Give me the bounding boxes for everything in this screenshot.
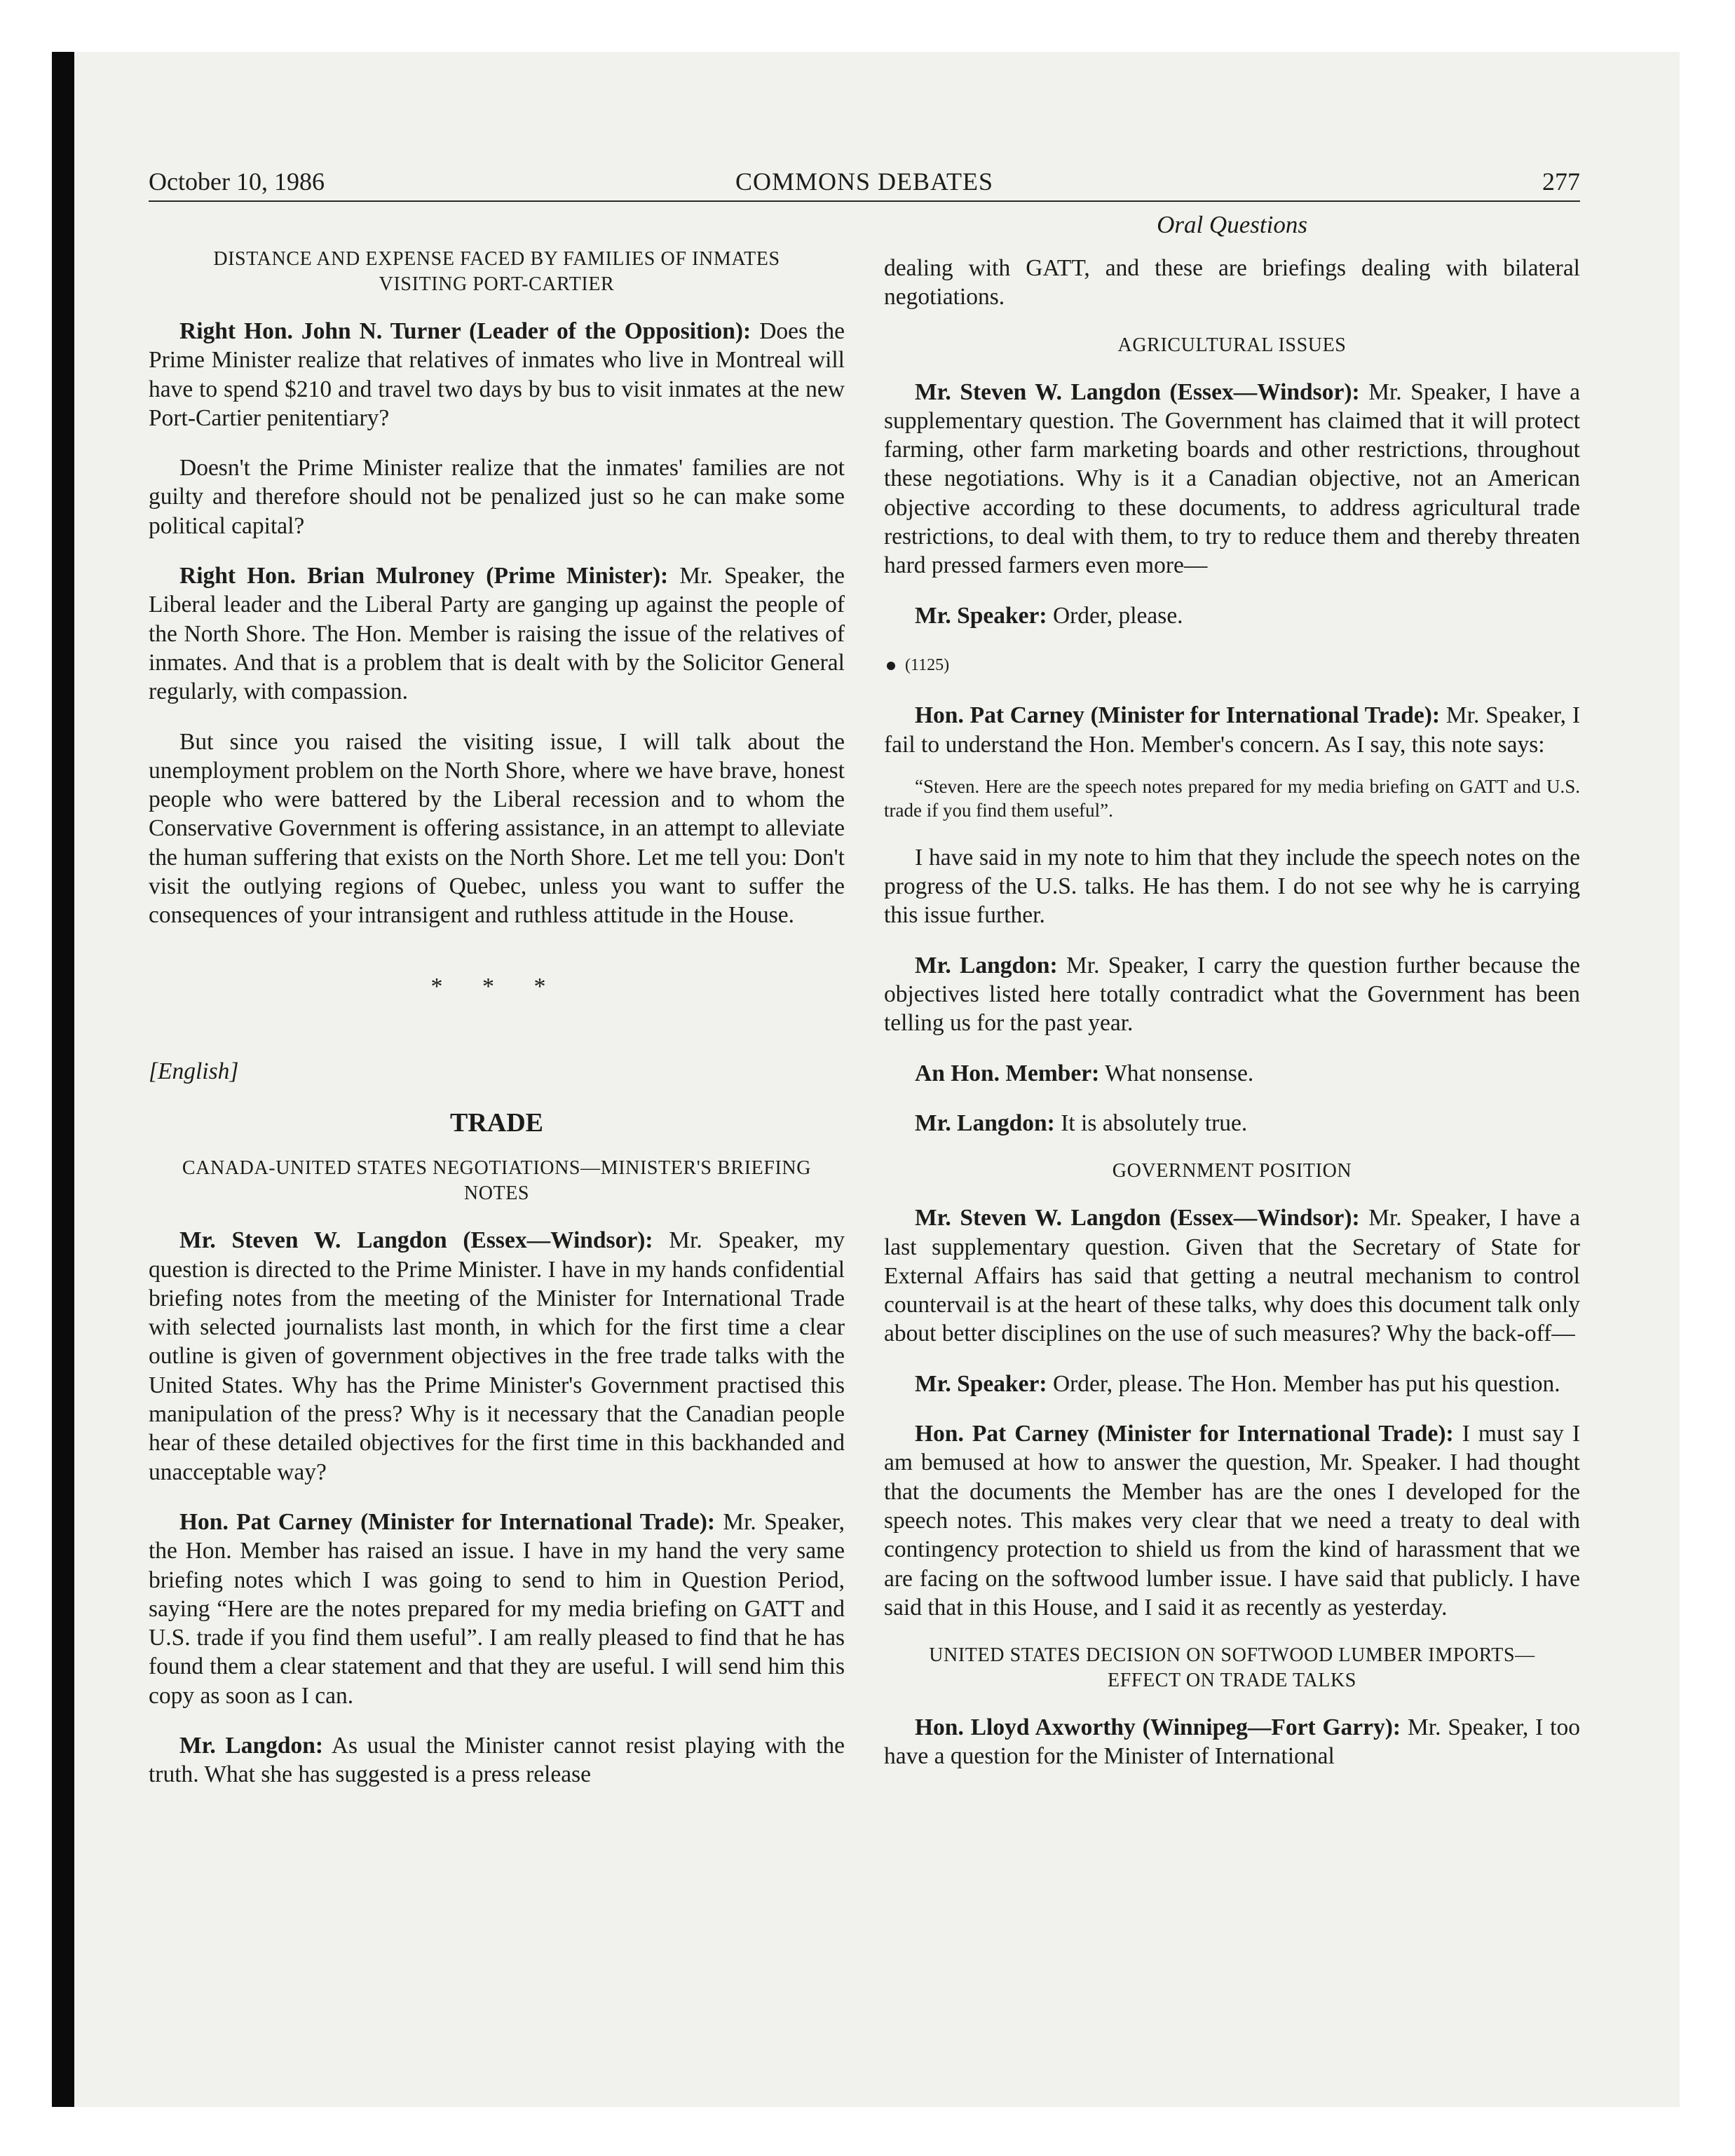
quoted-note: “Steven. Here are the speech notes prepared for my media briefing on GATT and U.S. trade if you find them useful”. [884,775,1580,821]
speech-text: Order, please. [1052,602,1183,629]
speaker-name: Mr. Speaker: [915,602,1047,629]
header-date: October 10, 1986 [149,168,325,196]
speech-text: dealing with GATT, and these are briefings dealing with bilateral negotiations. [884,255,1580,311]
speaker-name: Mr. Langdon: [915,952,1058,978]
speaker-name: Mr. Speaker: [915,1370,1047,1397]
speaker-name: Mr. Steven W. Langdon (Essex—Windsor): [179,1227,653,1254]
header-publication: COMMONS DEBATES [735,168,994,196]
speech-text: I must say I am bemused at how to answer the question, Mr. Speaker. I had thought that the documents the Member has are the ones I developed for the speech notes. This makes very clear that we need a treaty to deal with contingency protection to shield us from the kind of harassment that we are facing on the softwood lumber issue. I have said that publicly. I have said that in this House, and I said it as recently as yesterday. [884,1421,1580,1621]
paragraph [149,728,845,930]
speech-text: Mr. Speaker, I have a last supplementary question. Given that the Secretary of State for External Affairs has said that getting a neutral mechanism to control countervail is at the heart of these talks, why does this document talk only about better disciplines on the use of such measures? Why the back-off— [884,1205,1581,1347]
section-heading: AGRICULTURAL ISSUES [1117,334,1347,356]
speaker-name: Mr. Steven W. Langdon (Essex—Windsor): [915,1205,1360,1231]
speaker-name: Hon. Pat Carney (Minister for International Trade): [179,1508,716,1535]
header-rule [149,200,1580,202]
paragraph [884,601,1580,630]
speech-text: It is absolutely true. [1061,1110,1248,1136]
speaker-name: Mr. Steven W. Langdon (Essex—Windsor): [915,378,1360,405]
bullet-icon [887,662,895,670]
speech-text: Mr. Speaker, the Hon. Member has raised an issue. I have in my hand the very same briefing notes which I was going to send to him in Question Period, saying “Here are the notes prepared for my media briefing on GATT and U.S. trade if you find them useful”. I am really pleased to find that he has found them a clear statement and that they are useful. I will send him this copy as soon as I can. [149,1508,845,1709]
left-column [149,210,845,1810]
paragraph [884,378,1580,580]
speech-text: Mr. Speaker, my question is directed to the Prime Minister. I have in my hands confidential briefing notes from the meeting of the Minister for International Trade with selected journalists last month, in which for the first time a clear outline is given of government objectives in the free trade talks with the United States. Why has the Prime Minister's Government practised this manipulation of the press? Why is it necessary that the Canadian people hear of these detailed objectives for the first time in this backhanded and unacceptable way? [149,1227,845,1485]
speech-text: Mr. Speaker, I carry the question further because the objectives listed here totally contradict what the Government has been telling us for the past year. [884,952,1581,1037]
timestamp [884,651,1580,680]
paragraph [884,1203,1580,1348]
section-heading: UNITED STATES DECISION ON SOFTWOOD LUMBER IMPORTS—EFFECT ON TRADE TALKS [929,1644,1535,1692]
paragraph [149,1508,845,1710]
speech-text: As usual the Minister cannot resist playing with the truth. What she has suggested is a press release [149,1732,845,1788]
page-number: 277 [1542,168,1580,196]
paragraph [884,843,1580,930]
paragraph [149,317,845,432]
speech-text: Mr. Speaker, I fail to understand the Hon. Member's concern. As I say, this note says: [884,702,1580,758]
speech-text: Mr. Speaker, I have a supplementary question. The Government has claimed that it will protect farming, other farm marketing boards and other restrictions, throughout these negotiations. Why is it a Canadian objective, not an American objective according to these documents, to address agricultural trade restrictions, to deal with them, to try to reduce them and thereby threaten hard pressed farmers even more— [884,378,1581,579]
left-top-spacer [149,210,845,247]
running-head: Oral Questions [1157,211,1307,238]
section-separator: * * * [430,973,563,999]
speaker-name: Hon. Lloyd Axworthy (Winnipeg—Fort Garry): [915,1714,1401,1741]
page-header [149,163,1580,200]
speech-text: Doesn't the Prime Minister realize that the inmates' families are not guilty and therefore should not be penalized just so he can make some political capital? [149,455,845,539]
speech-text: What nonsense. [1105,1060,1254,1086]
paragraph [884,951,1580,1038]
speech-text: Does the Prime Minister realize that relatives of inmates who live in Montreal will have to spend $210 and travel two days by bus to visit inmates at the new Port-Cartier penitentiary? [149,318,845,431]
speech-text: I have said in my note to him that they include the speech notes on the progress of the U.S. talks. He has them. I do not see why he is carrying this issue further. [884,844,1580,929]
speaker-name: An Hon. Member: [915,1060,1100,1086]
speaker-name: Mr. Langdon: [179,1732,324,1759]
paragraph [884,701,1580,759]
paragraph [149,1226,845,1487]
speaker-name: Hon. Pat Carney (Minister for International Trade): [915,1421,1454,1447]
paragraph [884,254,1580,312]
speaker-name: Hon. Pat Carney (Minister for International Trade): [915,702,1441,729]
speech-text: Mr. Speaker, the Liberal leader and the Liberal Party are ganging up against the people of the North Shore. The Hon. Member is raising the issue of the relatives of inmates. And that is a problem that is dealt with by the Solicitor General regularly, with compassion. [149,563,845,705]
paragraph [884,1713,1580,1771]
paragraph [884,1419,1580,1622]
right-column [884,210,1580,1792]
paragraph [884,1109,1580,1138]
timestamp-text: (1125) [905,655,950,674]
speaker-name: Right Hon. Brian Mulroney (Prime Minister): [179,563,669,589]
section-heading: CANADA-UNITED STATES NEGOTIATIONS—MINISTER'S BRIEFING NOTES [182,1157,812,1205]
paragraph [149,453,845,540]
paragraph [884,1059,1580,1088]
speech-text: Order, please. The Hon. Member has put his question. [1052,1370,1560,1397]
paragraph [884,1370,1580,1398]
section-heading: GOVERNMENT POSITION [1112,1160,1352,1182]
paragraph [149,1731,845,1789]
paragraph [149,561,845,706]
section-heading: DISTANCE AND EXPENSE FACED BY FAMILIES OF INMATES VISITING PORT-CARTIER [213,248,780,295]
section-title: TRADE [449,1108,544,1138]
binding-edge [52,52,74,2107]
speech-text: But since you raised the visiting issue, I will talk about the unemployment problem on the North Shore, where we have brave, honest people who were battered by the Liberal recession and to whom the Conservative Government is offering assistance, in an attempt to alleviate the human suffering that exists on the North Shore. Let me tell you: Don't visit the outlying regions of Quebec, unless you want to suffer the consequences of your intransigent and ruthless attitude in the House. [149,728,845,929]
speech-text: Mr. Speaker, I too have a question for the Minister of International [884,1714,1580,1770]
language-marker: [English] [149,1058,239,1084]
speaker-name: Mr. Langdon: [915,1110,1055,1136]
speaker-name: Right Hon. John N. Turner (Leader of the Opposition): [179,318,751,344]
